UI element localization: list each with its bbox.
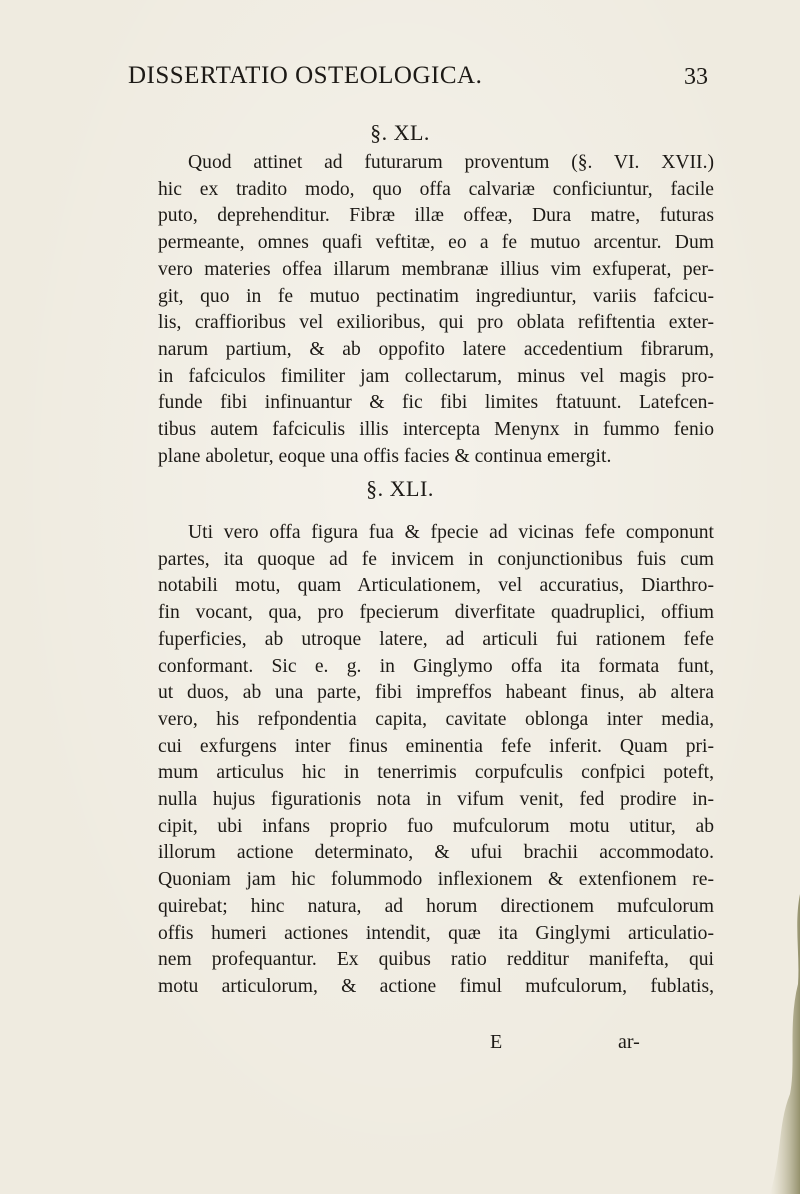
text-line: in fafciculos fimiliter jam collectarum, minus vel magis pro-: [158, 365, 714, 387]
text-line: cipit, ubi infans proprio fuo mufculorum motu utitur, ab: [158, 815, 714, 837]
section-heading-xli: §. XLI.: [366, 476, 434, 501]
text-line: vero, his refpondentia capita, cavitate oblonga inter media,: [158, 708, 714, 730]
text-line: illorum actione determinato, & ufui brachii accommodato.: [158, 842, 714, 864]
text-line: mum articulus hic in tenerrimis corpufculis confpici poteft,: [158, 762, 714, 784]
text-line: Quod attinet ad futurarum proventum (§. VI. XVII.): [188, 152, 714, 173]
text-line: puto, deprehenditur. Fibræ illæ offeæ, Dura matre, futuras: [158, 205, 714, 227]
text-line: nulla hujus figurationis nota in vifum venit, fed prodire in-: [158, 789, 714, 811]
catchword: ar-: [618, 1031, 640, 1053]
text-line: cui exfurgens inter finus eminentia fefe inferit. Quam pri-: [158, 735, 714, 757]
running-header: [128, 62, 708, 96]
text-line: notabili motu, quam Articulationem, vel accuratius, Diarthro-: [158, 575, 714, 597]
section-heading-xl: §. XL.: [370, 120, 430, 145]
text-line: quirebat; hinc natura, ad horum directionem mufculorum: [158, 895, 714, 917]
text-line: git, quo in fe mutuo pectinatim ingrediuntur, variis fafcicu-: [158, 285, 714, 307]
text-line: nem profequantur. Ex quibus ratio redditur manifefta, qui: [158, 949, 714, 971]
text-line: vero materies offea illarum membranæ illius vim exfuperat, per-: [158, 258, 714, 280]
text-line: partes, ita quoque ad fe invicem in conjunctionibus fuis cum: [158, 548, 714, 570]
text-line: lis, craffioribus vel exilioribus, qui pro oblata refiftentia exter-: [158, 312, 714, 334]
text-line: plane aboletur, eoque una offis facies & continua emergit.: [158, 445, 612, 467]
page-number: 33: [684, 64, 708, 90]
text-line: fin vocant, qua, pro fpecierum diverfitate quadruplici, offium: [158, 602, 714, 624]
text-line: ut duos, ab una parte, fibi impreffos habeant finus, ab altera: [158, 682, 714, 704]
text-line: hic ex tradito modo, quo offa calvariæ conficiuntur, facile: [158, 178, 714, 200]
text-line: conformant. Sic e. g. in Ginglymo offa ita formata funt,: [158, 655, 714, 677]
text-line: fuperficies, ab utroque latere, ad articuli fui rationem fefe: [158, 628, 714, 650]
text-line: offis humeri actiones intendit, quæ ita Ginglymi articulatio-: [158, 922, 714, 944]
paragraph-xli: [158, 520, 714, 1001]
text-line: narum partium, & ab oppofito latere accedentium fibrarum,: [158, 338, 714, 360]
text-line: tibus autem fafciculis illis intercepta Menynx in fummo fenio: [158, 419, 714, 441]
paragraph-xl: [158, 150, 714, 470]
text-line: permeante, omnes quafi veftitæ, eo a fe mutuo arcentur. Dum: [158, 232, 714, 254]
running-head: DISSERTATIO OSTEOLOGICA.: [128, 62, 483, 89]
page-edge-stain: [770, 894, 800, 1194]
text-line: motu articulorum, & actione fimul mufculorum, fublatis,: [158, 975, 714, 997]
text-line: Uti vero offa figura fua & fpecie ad vicinas fefe componunt: [188, 522, 714, 543]
signature-mark: E: [490, 1031, 503, 1053]
text-line: funde fibi infinuantur & fic fibi limites ftatuunt. Latefcen-: [158, 392, 714, 414]
text-line: Quoniam jam hic folummodo inflexionem & extenfionem re-: [158, 869, 714, 891]
